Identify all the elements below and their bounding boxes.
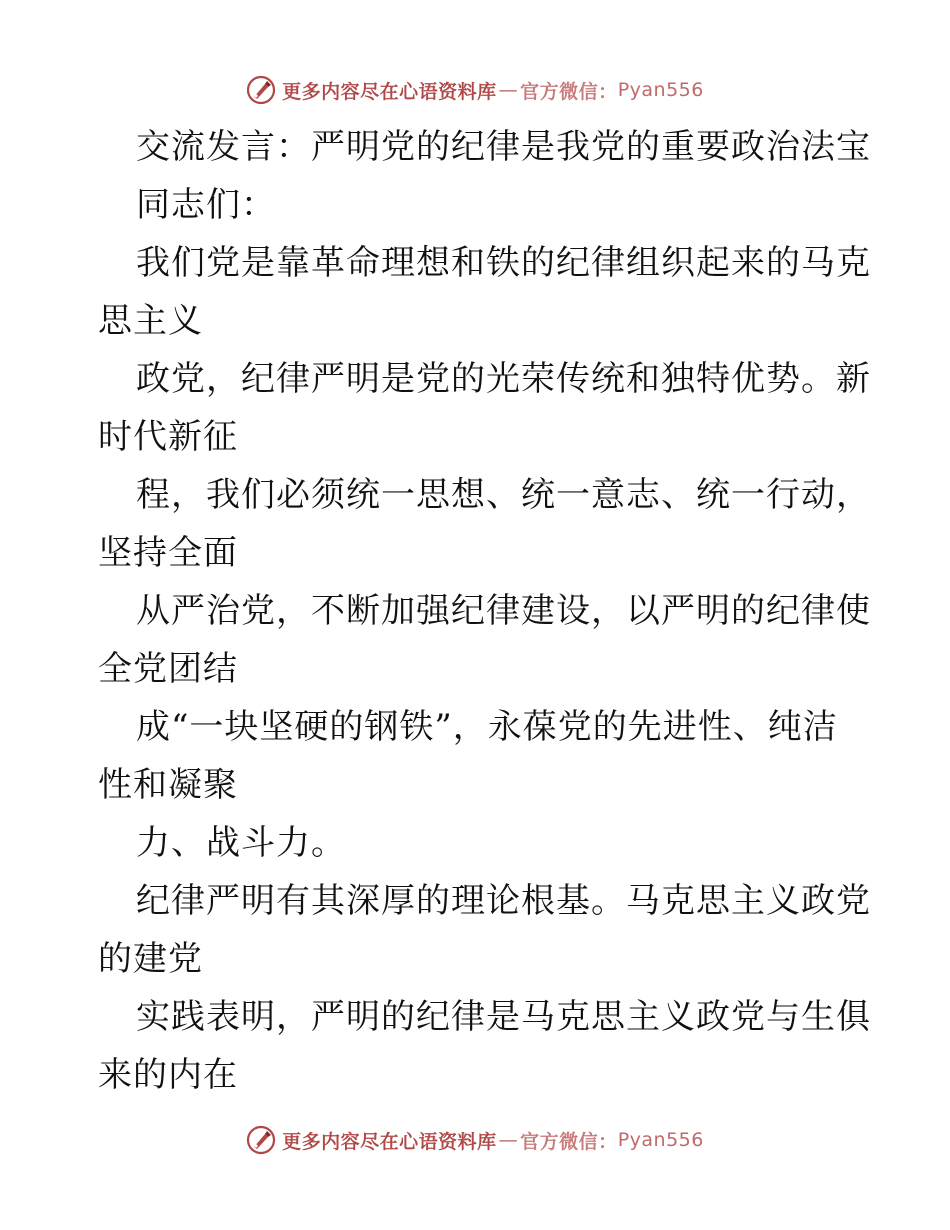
paragraph-line: 我们党是靠革命理想和铁的纪律组织起来的马克 bbox=[136, 243, 871, 283]
pen-logo-icon bbox=[246, 1125, 276, 1155]
salutation: 同志们： bbox=[136, 185, 276, 225]
paragraph-line: 从严治党，不断加强纪律建设，以严明的纪律使 bbox=[136, 591, 871, 631]
paragraph-line: 性和凝聚 bbox=[98, 765, 238, 805]
watermark-main-text: 更多内容尽在心语资料库 bbox=[282, 1130, 497, 1153]
header-watermark bbox=[0, 72, 950, 108]
watermark-main-text: 更多内容尽在心语资料库 bbox=[282, 80, 497, 103]
paragraph-line: 思主义 bbox=[98, 301, 203, 341]
paragraph-line: 成“一块坚硬的钢铁”，永葆党的先进性、纯洁 bbox=[136, 707, 838, 747]
watermark-dash: — bbox=[498, 79, 519, 101]
watermark-id: Pyan556 bbox=[617, 1129, 704, 1151]
paragraph-line: 坚持全面 bbox=[98, 533, 238, 573]
pen-logo-icon bbox=[246, 75, 276, 105]
paragraph-line: 时代新征 bbox=[98, 417, 238, 457]
paragraph-line: 政党，纪律严明是党的光荣传统和独特优势。新 bbox=[136, 359, 871, 399]
document-body bbox=[98, 118, 871, 1104]
watermark-sub-text: 官方微信： bbox=[520, 80, 618, 103]
paragraph-line: 全党团结 bbox=[98, 649, 238, 689]
footer-watermark bbox=[0, 1122, 950, 1158]
watermark-id: Pyan556 bbox=[617, 79, 704, 101]
paragraph-line: 实践表明，严明的纪律是马克思主义政党与生俱 bbox=[136, 997, 871, 1037]
paragraph-line: 的建党 bbox=[98, 939, 203, 979]
paragraph-line: 纪律严明有其深厚的理论根基。马克思主义政党 bbox=[136, 881, 871, 921]
paragraph-line: 程，我们必须统一思想、统一意志、统一行动， bbox=[136, 475, 871, 515]
watermark-dash: — bbox=[498, 1129, 519, 1151]
watermark-sub-text: 官方微信： bbox=[520, 1130, 618, 1153]
paragraph-line: 来的内在 bbox=[98, 1055, 238, 1095]
document-title: 交流发言：严明党的纪律是我党的重要政治法宝 bbox=[136, 127, 871, 167]
paragraph-line: 力、战斗力。 bbox=[136, 823, 346, 863]
